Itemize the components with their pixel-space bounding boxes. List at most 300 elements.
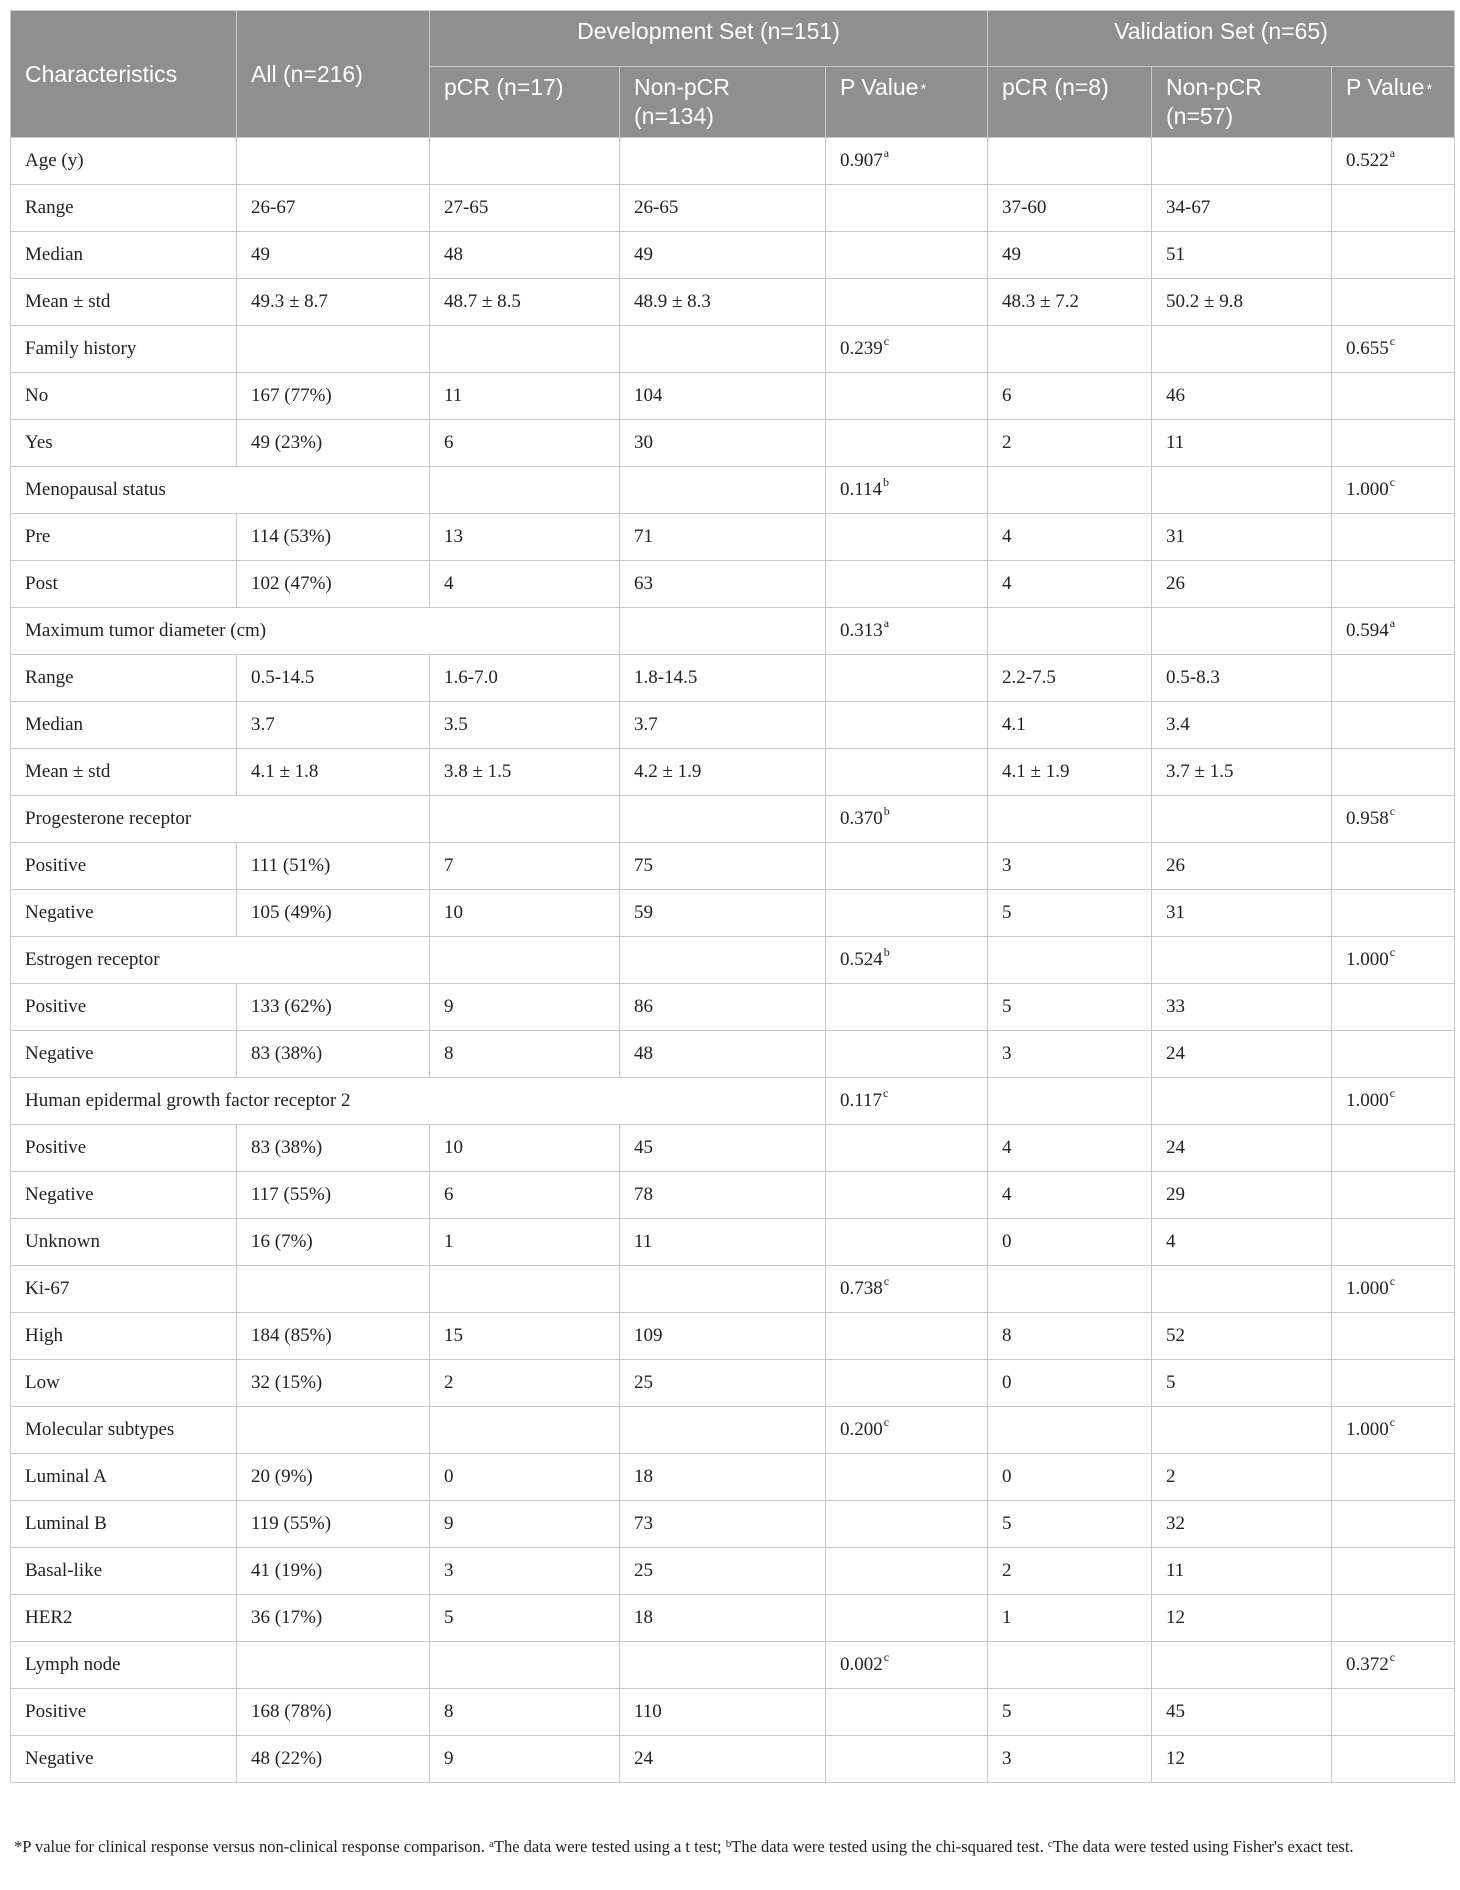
row-label: Positive (11, 1689, 237, 1736)
cell-dev-p-value (826, 1031, 988, 1078)
cell-value: 110 (634, 1701, 662, 1722)
cell-value: 33 (1166, 996, 1186, 1017)
cell-val-p-value (1332, 843, 1455, 890)
cell-value: 75 (634, 855, 653, 876)
cell-dev-pcr (430, 1360, 620, 1407)
cell-val-nonpcr (1152, 1266, 1332, 1313)
cell-value: 48.3 ± 7.2 (1002, 291, 1079, 312)
cell-val-pcr (988, 890, 1152, 937)
cell-dev-nonpcr (620, 749, 826, 796)
cell-val-pcr (988, 1595, 1152, 1642)
cell-value: 30 (634, 432, 653, 453)
cell-dev-pcr (430, 138, 620, 185)
cell-value: 4 (1002, 1137, 1012, 1158)
table-row (11, 514, 1455, 561)
cell-dev-nonpcr (620, 1642, 826, 1689)
table-row (11, 561, 1455, 608)
cell-val-p-value (1332, 138, 1455, 185)
table-row (11, 420, 1455, 467)
cell-all (237, 1407, 430, 1454)
cell-all (237, 561, 430, 608)
row-label: Range (11, 655, 237, 702)
cell-value: 48 (22%) (251, 1748, 323, 1769)
cell-val-p-value (1332, 1031, 1455, 1078)
cell-val-pcr (988, 608, 1152, 655)
cell-value: 0.372 (1346, 1654, 1389, 1675)
cell-dev-pcr (430, 514, 620, 561)
cell-dev-nonpcr (620, 1172, 826, 1219)
cell-value: 4.1 (1002, 714, 1026, 735)
header-dev-nonpcr: Non-pCR (n=134) (620, 67, 826, 138)
table-row (11, 702, 1455, 749)
cell-val-p-value (1332, 1078, 1455, 1125)
cell-val-nonpcr (1152, 467, 1332, 514)
row-label: Negative (11, 1031, 237, 1078)
cell-value: 3.7 ± 1.5 (1166, 761, 1234, 782)
cell-val-pcr (988, 1548, 1152, 1595)
cell-val-nonpcr (1152, 138, 1332, 185)
cell-val-nonpcr (1152, 1736, 1332, 1783)
cell-val-pcr (988, 1689, 1152, 1736)
cell-value: 12 (1166, 1748, 1186, 1769)
cell-val-nonpcr (1152, 373, 1332, 420)
cell-value: 34-67 (1166, 197, 1211, 218)
cell-dev-pcr (430, 185, 620, 232)
cell-val-nonpcr (1152, 1313, 1332, 1360)
table-group-row (11, 138, 1455, 185)
cell-dev-nonpcr (620, 890, 826, 937)
cell-value: 5 (1002, 1701, 1012, 1722)
cell-dev-pcr (430, 1313, 620, 1360)
cell-val-nonpcr (1152, 608, 1332, 655)
cell-value: 3.5 (444, 714, 468, 735)
cell-value: 0.370 (840, 808, 883, 829)
table-row (11, 1689, 1455, 1736)
cell-val-p-value (1332, 796, 1455, 843)
cell-value: 4 (444, 573, 454, 594)
cell-dev-p-value (826, 1219, 988, 1266)
cell-all (237, 655, 430, 702)
cell-all (237, 984, 430, 1031)
cell-value: 26-67 (251, 197, 296, 218)
cell-dev-nonpcr (620, 937, 826, 984)
cell-dev-nonpcr (620, 326, 826, 373)
header-dev-p-label: P Value (840, 74, 919, 100)
cell-value: 3 (1002, 855, 1012, 876)
header-val-pcr: pCR (n=8) (988, 67, 1152, 138)
p-value-superscript: c (1389, 1086, 1396, 1100)
cell-all (237, 420, 430, 467)
footnote-c-sup: c (1047, 1838, 1053, 1850)
cell-value: 117 (55%) (251, 1184, 332, 1205)
p-value-superscript: c (1389, 1415, 1396, 1429)
footnote-b-sup: b (725, 1838, 732, 1850)
table-row (11, 279, 1455, 326)
cell-value: 1.000 (1346, 1090, 1389, 1111)
row-label: Mean ± std (11, 279, 237, 326)
cell-dev-pcr (430, 655, 620, 702)
row-label: Age (y) (11, 138, 237, 185)
cell-value: 41 (19%) (251, 1560, 323, 1581)
cell-val-pcr (988, 1125, 1152, 1172)
cell-val-pcr (988, 1736, 1152, 1783)
cell-dev-nonpcr (620, 279, 826, 326)
cell-all (237, 232, 430, 279)
cell-dev-pcr (430, 1454, 620, 1501)
cell-val-pcr (988, 1172, 1152, 1219)
cell-val-pcr (988, 1078, 1152, 1125)
cell-value: 45 (1166, 1701, 1186, 1722)
cell-dev-p-value (826, 702, 988, 749)
p-value-superscript: c (1389, 804, 1396, 818)
cell-value: 3 (1002, 1748, 1012, 1769)
cell-value: 1.000 (1346, 479, 1389, 500)
cell-val-p-value (1332, 655, 1455, 702)
cell-value: 5 (1002, 996, 1012, 1017)
cell-dev-p-value (826, 561, 988, 608)
cell-value: 31 (1166, 526, 1186, 547)
cell-val-nonpcr (1152, 1031, 1332, 1078)
cell-dev-p-value (826, 937, 988, 984)
cell-value: 0.958 (1346, 808, 1389, 829)
cell-dev-pcr (430, 1125, 620, 1172)
table-group-row (11, 1078, 1455, 1125)
cell-all (237, 1689, 430, 1736)
p-value-superscript: c (883, 1415, 890, 1429)
cell-value: 48 (634, 1043, 653, 1064)
p-value-superscript: c (883, 1086, 889, 1100)
cell-dev-nonpcr (620, 1266, 826, 1313)
footnote-a-sup: a (489, 1838, 494, 1850)
cell-value: 8 (1002, 1325, 1012, 1346)
cell-value: 0.524 (840, 949, 883, 970)
cell-all (237, 326, 430, 373)
cell-val-p-value (1332, 185, 1455, 232)
table-row (11, 1313, 1455, 1360)
table-body (11, 138, 1455, 1783)
cell-all (237, 1642, 430, 1689)
cell-value: 3 (444, 1560, 454, 1581)
cell-val-p-value (1332, 1219, 1455, 1266)
table-group-row (11, 326, 1455, 373)
cell-all (237, 1360, 430, 1407)
cell-value: 0 (1002, 1372, 1012, 1393)
cell-all (237, 1736, 430, 1783)
cell-val-p-value (1332, 1407, 1455, 1454)
cell-value: 4.1 ± 1.8 (251, 761, 319, 782)
cell-value: 5 (1166, 1372, 1176, 1393)
cell-val-nonpcr (1152, 232, 1332, 279)
cell-dev-p-value (826, 1642, 988, 1689)
cell-dev-nonpcr (620, 1407, 826, 1454)
table-group-row (11, 1642, 1455, 1689)
row-label: Low (11, 1360, 237, 1407)
cell-dev-pcr (430, 1501, 620, 1548)
cell-value: 105 (49%) (251, 902, 332, 923)
table-row (11, 1595, 1455, 1642)
cell-dev-pcr (430, 937, 620, 984)
cell-dev-pcr (430, 279, 620, 326)
table-row (11, 373, 1455, 420)
cell-dev-p-value (826, 467, 988, 514)
cell-value: 11 (634, 1231, 653, 1252)
cell-dev-p-value (826, 1078, 988, 1125)
cell-value: 48.7 ± 8.5 (444, 291, 521, 312)
cell-dev-nonpcr (620, 232, 826, 279)
table-row (11, 1736, 1455, 1783)
cell-dev-pcr (430, 702, 620, 749)
cell-val-nonpcr (1152, 1642, 1332, 1689)
cell-value: 51 (1166, 244, 1186, 265)
cell-value: 0 (1002, 1231, 1012, 1252)
header-dev-p-marker: * (920, 81, 927, 98)
cell-value: 0.002 (840, 1654, 883, 1675)
cell-val-p-value (1332, 232, 1455, 279)
p-value-superscript: c (1389, 334, 1396, 348)
cell-val-pcr (988, 1219, 1152, 1266)
row-label: Estrogen receptor (11, 937, 430, 984)
cell-val-pcr (988, 1454, 1152, 1501)
cell-dev-pcr (430, 420, 620, 467)
cell-dev-p-value (826, 984, 988, 1031)
cell-dev-nonpcr (620, 1736, 826, 1783)
cell-dev-pcr (430, 373, 620, 420)
cell-value: 20 (9%) (251, 1466, 313, 1487)
cell-value: 168 (78%) (251, 1701, 332, 1722)
cell-val-p-value (1332, 514, 1455, 561)
cell-value: 24 (634, 1748, 653, 1769)
cell-value: 104 (634, 385, 663, 406)
cell-val-nonpcr (1152, 420, 1332, 467)
cell-value: 4.2 ± 1.9 (634, 761, 702, 782)
cell-val-nonpcr (1152, 1689, 1332, 1736)
cell-value: 1 (1002, 1607, 1012, 1628)
cell-val-nonpcr (1152, 1172, 1332, 1219)
cell-all (237, 890, 430, 937)
cell-value: 83 (38%) (251, 1043, 323, 1064)
cell-value: 1 (444, 1231, 454, 1252)
cell-value: 37-60 (1002, 197, 1047, 218)
row-label: HER2 (11, 1595, 237, 1642)
table-footnote (14, 1836, 1450, 1858)
header-development-set: Development Set (n=151) (430, 11, 988, 67)
cell-dev-nonpcr (620, 373, 826, 420)
cell-value: 1.6-7.0 (444, 667, 498, 688)
cell-dev-p-value (826, 1689, 988, 1736)
cell-value: 0.907 (840, 150, 883, 171)
cell-value: 16 (7%) (251, 1231, 313, 1252)
cell-dev-p-value (826, 1501, 988, 1548)
table-row (11, 843, 1455, 890)
row-label: Luminal B (11, 1501, 237, 1548)
cell-dev-pcr (430, 1736, 620, 1783)
row-label: Lymph node (11, 1642, 237, 1689)
cell-value: 8 (444, 1043, 454, 1064)
cell-value: 0 (1002, 1466, 1012, 1487)
header-val-p-label: P Value (1346, 74, 1425, 100)
cell-value: 0.522 (1346, 150, 1389, 171)
cell-val-p-value (1332, 984, 1455, 1031)
footnote-star-text: P value for clinical response versus non-clinical response comparison. (22, 1837, 490, 1856)
cell-val-pcr (988, 702, 1152, 749)
cell-value: 24 (1166, 1137, 1186, 1158)
cell-val-p-value (1332, 1595, 1455, 1642)
cell-dev-nonpcr (620, 1689, 826, 1736)
cell-val-nonpcr (1152, 1548, 1332, 1595)
cell-value: 8 (444, 1701, 454, 1722)
p-value-superscript: b (883, 475, 890, 489)
row-label: Negative (11, 1736, 237, 1783)
cell-val-p-value (1332, 1501, 1455, 1548)
cell-val-p-value (1332, 467, 1455, 514)
table-row (11, 655, 1455, 702)
cell-value: 0.313 (840, 620, 883, 641)
cell-dev-pcr (430, 1172, 620, 1219)
cell-val-nonpcr (1152, 1454, 1332, 1501)
row-label: Human epidermal growth factor receptor 2 (11, 1078, 826, 1125)
cell-value: 114 (53%) (251, 526, 332, 547)
cell-val-pcr (988, 796, 1152, 843)
cell-all (237, 1266, 430, 1313)
cell-dev-p-value (826, 232, 988, 279)
cell-value: 26 (1166, 573, 1186, 594)
cell-val-p-value (1332, 890, 1455, 937)
cell-value: 3.7 (634, 714, 658, 735)
cell-all (237, 702, 430, 749)
p-value-superscript: a (1389, 616, 1396, 630)
cell-value: 4.1 ± 1.9 (1002, 761, 1070, 782)
table-row (11, 1454, 1455, 1501)
header-validation-set: Validation Set (n=65) (988, 11, 1455, 67)
cell-all (237, 1548, 430, 1595)
cell-dev-nonpcr (620, 467, 826, 514)
cell-value: 49 (1002, 244, 1022, 265)
cell-value: 6 (444, 432, 454, 453)
cell-all (237, 373, 430, 420)
cell-all (237, 749, 430, 796)
cell-val-pcr (988, 1501, 1152, 1548)
table-row (11, 984, 1455, 1031)
cell-dev-p-value (826, 326, 988, 373)
cell-dev-nonpcr (620, 1548, 826, 1595)
cell-dev-nonpcr (620, 561, 826, 608)
cell-value: 4 (1002, 1184, 1012, 1205)
p-value-superscript: c (883, 334, 890, 348)
row-label: Mean ± std (11, 749, 237, 796)
cell-val-p-value (1332, 1642, 1455, 1689)
cell-value: 9 (444, 1748, 454, 1769)
cell-value: 12 (1166, 1607, 1186, 1628)
footnote-b-text: The data were tested using the chi-squared test. (731, 1837, 1048, 1856)
cell-val-p-value (1332, 1313, 1455, 1360)
cell-dev-nonpcr (620, 655, 826, 702)
footnote-star: * (14, 1837, 23, 1856)
table-row (11, 232, 1455, 279)
cell-val-nonpcr (1152, 279, 1332, 326)
cell-value: 10 (444, 1137, 463, 1158)
header-val-p-marker: * (1426, 81, 1433, 98)
row-label: Family history (11, 326, 237, 373)
cell-value: 11 (1166, 1560, 1185, 1581)
cell-dev-nonpcr (620, 1454, 826, 1501)
cell-dev-nonpcr (620, 1501, 826, 1548)
cell-val-p-value (1332, 420, 1455, 467)
footnote-a-text: The data were tested using a t test; (493, 1837, 726, 1856)
cell-value: 1.000 (1346, 949, 1389, 970)
characteristics-table (10, 10, 1455, 1783)
cell-val-nonpcr (1152, 1501, 1332, 1548)
cell-value: 27-65 (444, 197, 489, 218)
row-label: No (11, 373, 237, 420)
cell-val-pcr (988, 749, 1152, 796)
row-label: Progesterone receptor (11, 796, 430, 843)
cell-dev-nonpcr (620, 1313, 826, 1360)
row-label: Menopausal status (11, 467, 430, 514)
cell-val-p-value (1332, 937, 1455, 984)
cell-value: 2 (1166, 1466, 1176, 1487)
cell-value: 0.114 (840, 479, 883, 500)
cell-all (237, 514, 430, 561)
cell-dev-nonpcr (620, 1219, 826, 1266)
cell-dev-p-value (826, 1360, 988, 1407)
cell-val-nonpcr (1152, 655, 1332, 702)
cell-value: 26 (1166, 855, 1186, 876)
cell-value: 46 (1166, 385, 1186, 406)
cell-value: 25 (634, 1372, 653, 1393)
table-container (10, 10, 1454, 1783)
cell-value: 49 (251, 244, 270, 265)
cell-value: 5 (444, 1607, 454, 1628)
cell-val-nonpcr (1152, 561, 1332, 608)
cell-val-pcr (988, 467, 1152, 514)
cell-val-pcr (988, 1642, 1152, 1689)
p-value-superscript: c (1389, 1274, 1396, 1288)
cell-dev-nonpcr (620, 984, 826, 1031)
cell-all (237, 138, 430, 185)
cell-value: 24 (1166, 1043, 1186, 1064)
cell-value: 9 (444, 1513, 454, 1534)
cell-val-nonpcr (1152, 1125, 1332, 1172)
header-all: All (n=216) (237, 11, 430, 138)
cell-value: 48 (444, 244, 463, 265)
cell-val-p-value (1332, 1360, 1455, 1407)
cell-value: 0.5-8.3 (1166, 667, 1220, 688)
cell-value: 36 (17%) (251, 1607, 323, 1628)
header-val-p-value (1332, 67, 1455, 138)
cell-val-nonpcr (1152, 1219, 1332, 1266)
cell-value: 2 (1002, 1560, 1012, 1581)
cell-value: 26-65 (634, 197, 679, 218)
cell-value: 111 (51%) (251, 855, 331, 876)
cell-dev-pcr (430, 467, 620, 514)
cell-val-pcr (988, 279, 1152, 326)
footnote-c-text: The data were tested using Fisher's exact test. (1052, 1837, 1354, 1856)
row-label: Median (11, 232, 237, 279)
cell-dev-pcr (430, 1642, 620, 1689)
table-row (11, 1548, 1455, 1595)
cell-value: 2 (1002, 432, 1012, 453)
table-row (11, 1219, 1455, 1266)
cell-value: 133 (62%) (251, 996, 332, 1017)
cell-value: 50.2 ± 9.8 (1166, 291, 1243, 312)
cell-val-pcr (988, 185, 1152, 232)
cell-value: 5 (1002, 1513, 1012, 1534)
cell-val-p-value (1332, 373, 1455, 420)
cell-dev-pcr (430, 1689, 620, 1736)
cell-dev-pcr (430, 1266, 620, 1313)
cell-value: 109 (634, 1325, 663, 1346)
cell-val-p-value (1332, 749, 1455, 796)
